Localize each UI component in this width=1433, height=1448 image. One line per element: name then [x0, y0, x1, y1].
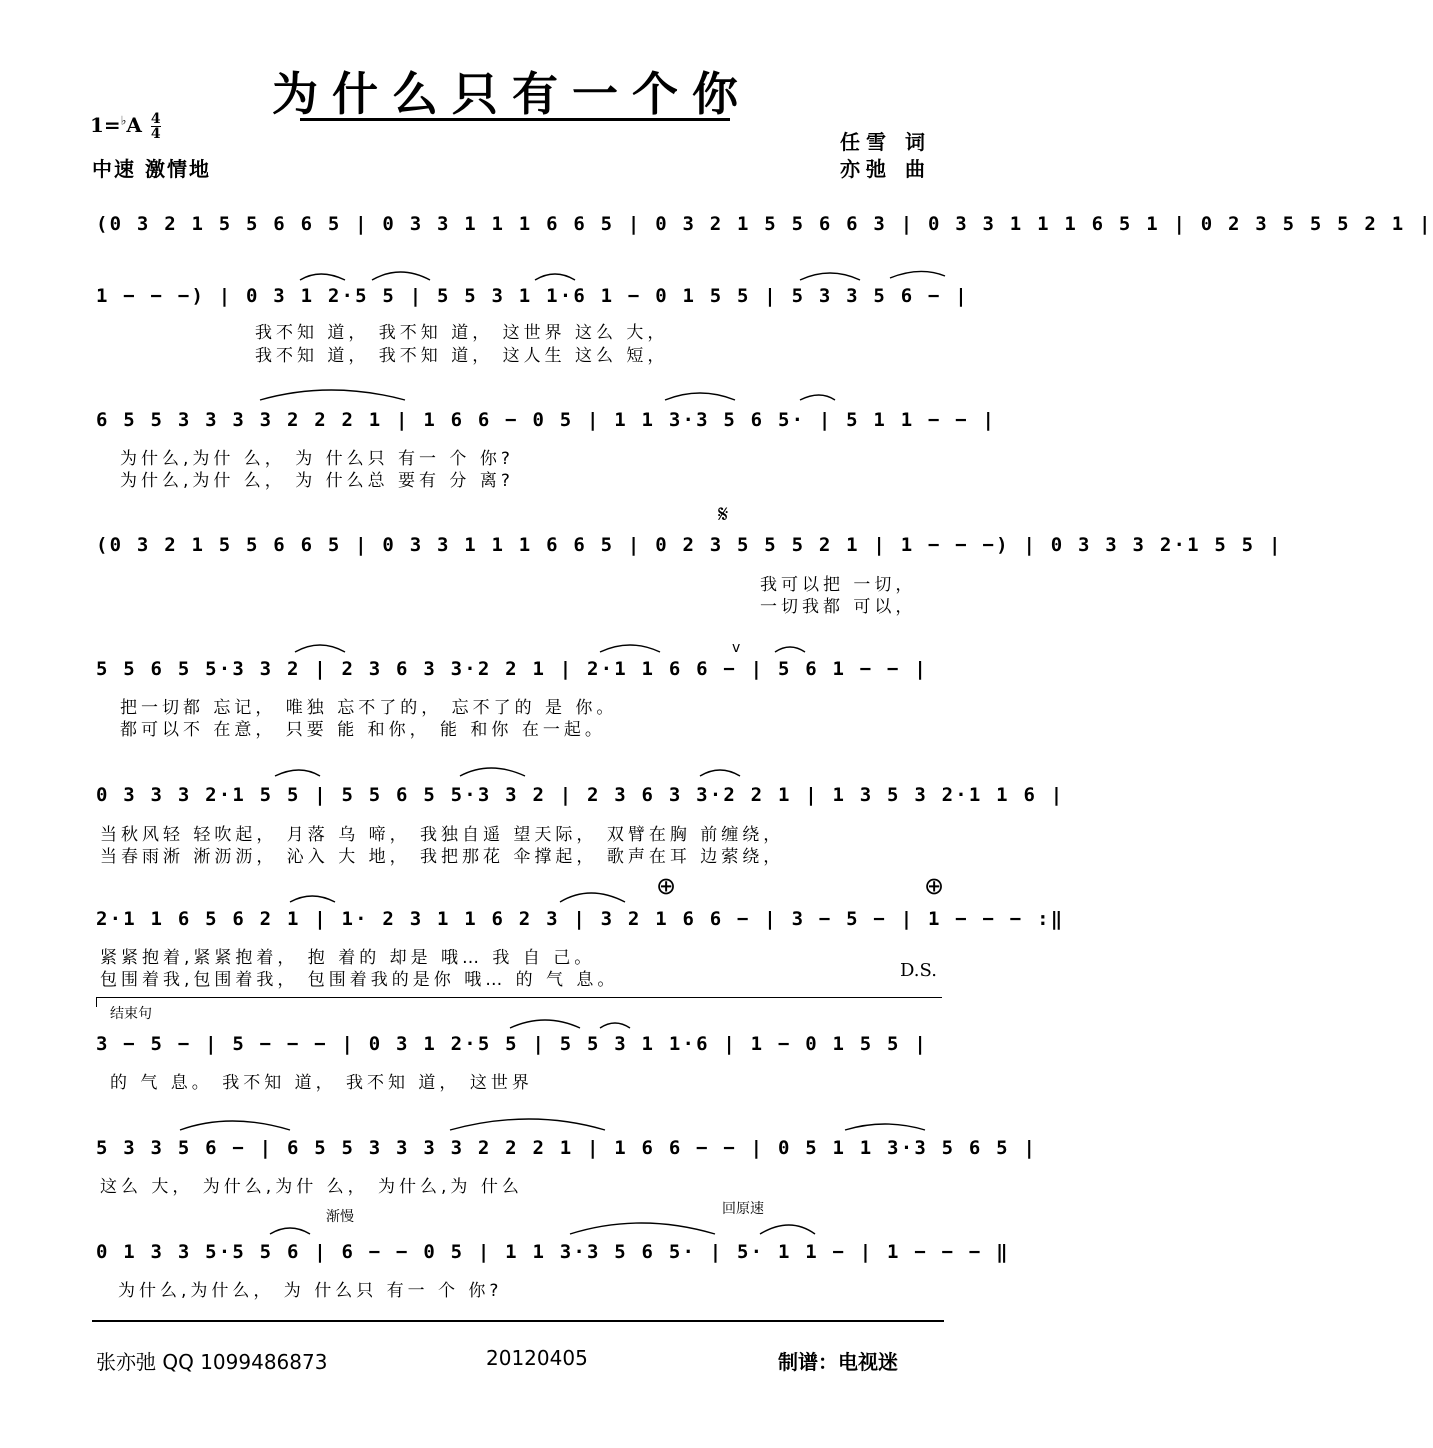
lyric-line-2: 包围着我,包围着我， 包围着我的是你 哦… 的 气 息。: [100, 970, 619, 990]
time-beat-unit: 4: [150, 126, 161, 142]
ritardando-mark: 渐慢: [326, 1209, 354, 1225]
coda-sign: ⊕: [656, 872, 677, 900]
lyric-line-1: 把一切都 忘记， 唯独 忘不了的， 忘不了的 是 你。: [120, 698, 618, 718]
slur: [775, 647, 805, 652]
slur: [890, 271, 945, 278]
ending-label: 结束句: [110, 1006, 152, 1022]
slur: [260, 390, 405, 400]
jianpu-notes: 2·1 1 6 5 6 2 1 | 1· 2 3 1 1 6 2 3 | 3 2 1 6 6 − | 3 − 5 − | 1 − − − :‖: [96, 908, 1065, 930]
key-prefix: 1=: [90, 113, 121, 137]
time-beats: 4: [150, 111, 161, 127]
slur: [450, 1119, 605, 1130]
slur: [600, 645, 660, 652]
tempo-marking: 中速 激情地: [92, 157, 211, 181]
jianpu-notes: 5 5 6 5 5·3 3 2 | 2 3 6 3 3·2 2 1 | 2·1 1 6 6 − | 5 6 1 − − |: [96, 658, 928, 680]
coda-sign-end: ⊕: [924, 872, 945, 900]
slur: [700, 770, 740, 776]
slur: [845, 1124, 925, 1130]
author-contact: 张亦弛 QQ 1099486873: [96, 1350, 328, 1374]
slur: [180, 1121, 290, 1130]
jianpu-notes: 3 − 5 − | 5 − − − | 0 3 1 2·5 5 | 5 5 3 1 1·6 | 1 − 0 1 5 5 |: [96, 1033, 928, 1055]
slur: [600, 1023, 630, 1028]
lyric-line-1: 这么 大， 为什么,为什 么， 为什么,为 什么: [100, 1177, 523, 1197]
slur: [510, 1020, 580, 1028]
key-letter: A: [126, 113, 142, 137]
footer-rule: [92, 1320, 944, 1322]
slur: [290, 896, 335, 902]
slur: [570, 1223, 715, 1234]
slur: [275, 770, 320, 776]
lyric-line-1: 为什么,为什么， 为 什么只 有一 个 你?: [118, 1281, 503, 1301]
jianpu-notes: 0 1 3 3 5·5 5 6 | 6 − − 0 5 | 1 1 3·3 5 6 5· | 5· 1 1 − | 1 − − − ‖: [96, 1241, 1010, 1263]
lyric-line-1: 紧紧抱着,紧紧抱着， 抱 着的 却是 哦… 我 自 己。: [100, 948, 596, 968]
slur: [560, 893, 625, 902]
slur: [535, 274, 575, 280]
composer-credit: 亦弛 曲: [840, 157, 931, 181]
slur: [800, 395, 835, 400]
lyric-line-2: 我不知 道， 我不知 道， 这人生 这么 短，: [255, 346, 669, 366]
slur: [760, 1225, 815, 1234]
transcriber-credit: 制谱：电视迷: [778, 1350, 898, 1374]
jianpu-notes: (0 3 2 1 5 5 6 6 5 | 0 3 3 1 1 1 6 6 5 | 0 2 3 5 5 5 2 1 | 1 − − −) | 0 3 3 3 2·1 5 5 |: [96, 534, 1283, 556]
slur: [665, 393, 735, 400]
lyric-line-1: 我可以把 一切，: [760, 575, 917, 595]
jianpu-notes: 0 3 3 3 2·1 5 5 | 5 5 6 5 5·3 3 2 | 2 3 6 3 3·2 2 1 | 1 3 5 3 2·1 1 6 |: [96, 784, 1065, 806]
a-tempo-mark: 回原速: [722, 1201, 764, 1217]
song-title: 为什么只有一个你: [272, 67, 752, 121]
lyricist-credit: 任雪 词: [840, 130, 931, 154]
slur: [295, 645, 345, 652]
segno-sign: 𝄋: [718, 500, 729, 528]
flat-symbol: ♭: [120, 113, 127, 128]
slur: [460, 768, 525, 776]
lyric-line-1: 我不知 道， 我不知 道， 这世界 这么 大，: [255, 323, 669, 343]
lyric-line-1: 当秋风轻 轻吹起， 月落 乌 啼， 我独自遥 望天际， 双臂在胸 前缠绕，: [100, 825, 785, 845]
publish-date: 20120405: [486, 1346, 588, 1370]
lyric-line-2: 都可以不 在意， 只要 能 和你， 能 和你 在一起。: [120, 720, 606, 740]
lyric-line-1: 的 气 息。 我不知 道， 我不知 道， 这世界: [110, 1073, 533, 1093]
lyric-line-2: 当春雨淅 淅沥沥， 沁入 大 地， 我把那花 伞撑起， 歌声在耳 边萦绕，: [100, 847, 785, 867]
dal-segno-mark: D.S.: [900, 960, 937, 981]
slur: [372, 272, 430, 280]
slur: [270, 1228, 310, 1234]
jianpu-notes: (0 3 2 1 5 5 6 6 5 | 0 3 3 1 1 1 6 6 5 | 0 3 2 1 5 5 6 6 3 | 0 3 3 1 1 1 6 5 1 | 0 2 3 5 5 5 2 1 |: [96, 213, 1433, 235]
lyric-line-1: 为什么,为什 么， 为 什么只 有一 个 你?: [120, 449, 514, 469]
slur: [800, 273, 860, 280]
jianpu-notes: 5 3 3 5 6 − | 6 5 5 3 3 3 3 2 2 2 1 | 1 6 6 − − | 0 5 1 1 3·3 5 6 5 |: [96, 1137, 1038, 1159]
jianpu-notes: 1 − − −) | 0 3 1 2·5 5 | 5 5 3 1 1·6 1 − 0 1 5 5 | 5 3 3 5 6 − |: [96, 285, 969, 307]
breath-mark: v: [732, 640, 741, 656]
slur: [300, 274, 345, 280]
jianpu-notes: 6 5 5 3 3 3 3 2 2 2 1 | 1 6 6 − 0 5 | 1 1 3·3 5 6 5· | 5 1 1 − − |: [96, 409, 997, 431]
lyric-line-2: 一切我都 可以，: [760, 597, 917, 617]
lyric-line-2: 为什么,为什 么， 为 什么总 要有 分 离?: [120, 471, 514, 491]
